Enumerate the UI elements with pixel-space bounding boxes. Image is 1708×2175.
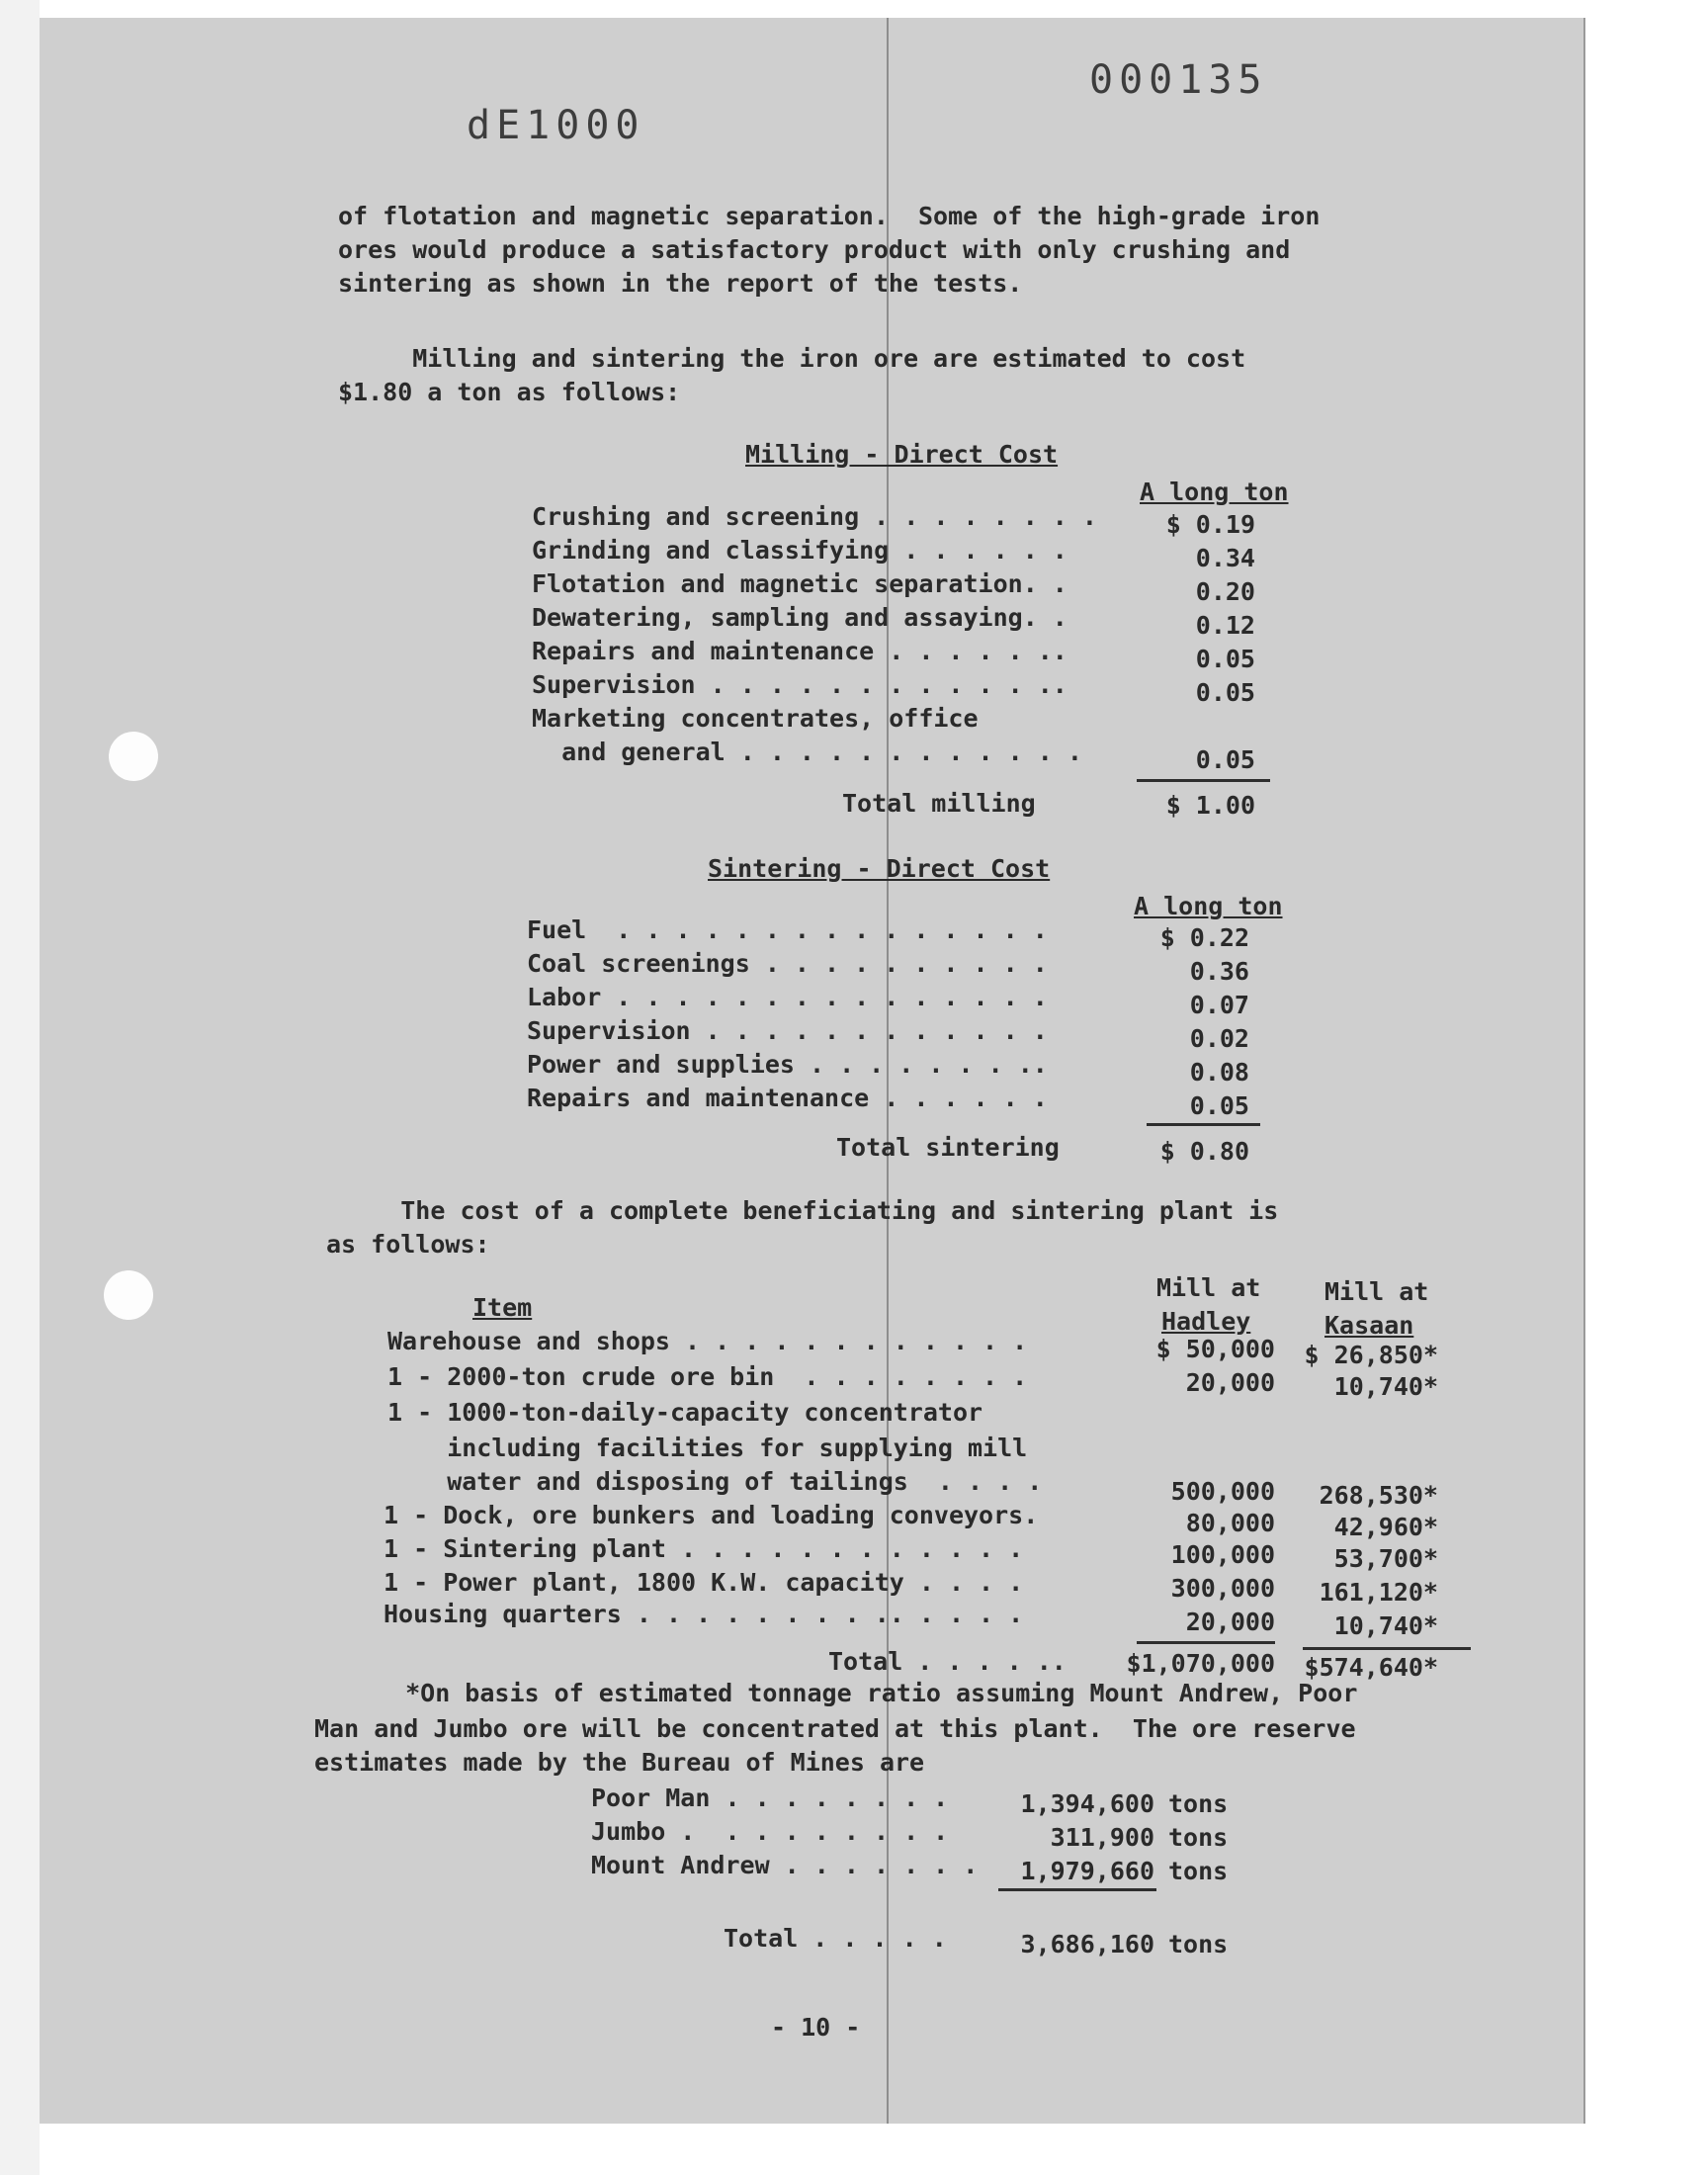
milling-row-label: Supervision . . . . . . . . . . . .. — [532, 670, 1068, 699]
plant-row-label: Warehouse and shops . . . . . . . . . . . . — [387, 1327, 1028, 1355]
reserve-row-unit: tons — [1168, 1857, 1229, 1885]
plant-row-kasaan: 10,740* — [1333, 1372, 1438, 1401]
sintering-total-value: $ 0.80 — [1159, 1137, 1249, 1166]
reserve-row-label: Mount Andrew . . . . . . . — [591, 1851, 979, 1879]
plant-total-label: Total . . . . .. — [828, 1647, 1067, 1676]
milling-row-value: 0.12 — [1195, 611, 1255, 640]
sintering-unit-header: A long ton — [1134, 892, 1283, 920]
plant-row-hadley: 100,000 — [1170, 1540, 1275, 1569]
plant-row-kasaan: $ 26,850* — [1304, 1341, 1438, 1369]
milling-row-value: $ 0.19 — [1165, 510, 1255, 539]
plant-hadley-total-rule — [1137, 1641, 1275, 1644]
milling-row-value: 0.20 — [1195, 577, 1255, 606]
plant-col1-header-line2: Hadley — [1161, 1307, 1251, 1336]
plant-row-kasaan: 268,530* — [1319, 1481, 1438, 1510]
sintering-row-value: 0.07 — [1189, 991, 1249, 1019]
intro-line-1: of flotation and magnetic separation. Some of the high-grade iron — [338, 202, 1321, 230]
plant-row-label: 1 - 2000-ton crude ore bin . . . . . . . . — [387, 1362, 1028, 1391]
plant-item-header: Item — [472, 1293, 533, 1322]
milling-row-value: 0.05 — [1195, 645, 1255, 673]
plant-row-hadley: 20,000 — [1185, 1368, 1275, 1397]
plant-row-label: Housing quarters . . . . . . . . .. . . . . — [384, 1600, 1024, 1628]
milling-total-value: $ 1.00 — [1165, 791, 1255, 820]
plant-kasaan-total-rule — [1303, 1647, 1471, 1650]
reserve-row-value: 311,900 — [1050, 1823, 1154, 1852]
plant-row-label: 1 - Power plant, 1800 K.W. capacity . . . . — [384, 1568, 1024, 1597]
milling-row-label: Crushing and screening . . . . . . . . — [532, 502, 1097, 531]
stamp-left: dE1000 — [467, 103, 645, 148]
plant-row-label: 1 - 1000-ton-daily-capacity concentrator — [387, 1398, 983, 1427]
sintering-row-label: Repairs and maintenance . . . . . . — [527, 1084, 1048, 1112]
reserves-total-rule — [998, 1888, 1156, 1891]
footnote-line-1: *On basis of estimated tonnage ratio assuming Mount Andrew, Poor — [376, 1679, 1358, 1707]
milling-unit-header: A long ton — [1140, 478, 1289, 506]
footnote-line-2: Man and Jumbo ore will be concentrated at this plant. The ore reserve — [314, 1714, 1356, 1743]
plant-row-hadley: $ 50,000 — [1155, 1335, 1275, 1363]
plant-row-hadley: 20,000 — [1185, 1608, 1275, 1636]
reserve-row-value: 1,979,660 — [1020, 1857, 1154, 1885]
milling-row-label: Marketing concentrates, office — [532, 704, 979, 733]
milling-row-label: Grinding and classifying . . . . . . — [532, 536, 1068, 565]
plant-row-kasaan: 53,700* — [1333, 1544, 1438, 1573]
sintering-title: Sintering - Direct Cost — [708, 854, 1051, 883]
sintering-row-value: 0.05 — [1189, 1091, 1249, 1120]
reserves-total-unit: tons — [1168, 1930, 1229, 1958]
plant-row-kasaan: 161,120* — [1319, 1578, 1438, 1607]
milling-row-label: and general . . . . . . . . . . . . — [532, 738, 1082, 766]
intro-line-2: ores would produce a satisfactory product with only crushing and — [338, 235, 1291, 264]
plant-row-label: 1 - Dock, ore bunkers and loading conveyors. — [384, 1501, 1039, 1529]
sheet-edge — [1583, 18, 1585, 2124]
milling-total-label: Total milling — [842, 789, 1036, 818]
para3-line-2: as follows: — [326, 1230, 490, 1259]
milling-row-value: 0.34 — [1195, 544, 1255, 572]
sintering-total-rule — [1147, 1123, 1260, 1126]
reserves-total-label: Total . . . . . — [724, 1924, 947, 1953]
plant-col1-header-line1: Mill at — [1156, 1273, 1261, 1302]
plant-col2-header-line1: Mill at — [1324, 1277, 1429, 1306]
footnote-line-3: estimates made by the Bureau of Mines are — [314, 1748, 925, 1777]
plant-col2-header-line2: Kasaan — [1324, 1311, 1414, 1340]
reserve-row-value: 1,394,600 — [1020, 1789, 1154, 1818]
sintering-row-value: 0.08 — [1189, 1058, 1249, 1087]
reserve-row-label: Poor Man . . . . . . . . — [591, 1784, 949, 1812]
reserve-row-unit: tons — [1168, 1823, 1229, 1852]
milling-row-label: Dewatering, sampling and assaying. . — [532, 603, 1068, 632]
punch-hole-top — [109, 732, 158, 781]
plant-row-label: 1 - Sintering plant . . . . . . . . . . . . — [384, 1534, 1024, 1563]
plant-row-kasaan: 42,960* — [1333, 1513, 1438, 1541]
sintering-total-label: Total sintering — [836, 1133, 1060, 1162]
sintering-row-value: $ 0.22 — [1159, 923, 1249, 952]
sintering-row-label: Power and supplies . . . . . . . .. — [527, 1050, 1048, 1079]
sintering-row-label: Fuel . . . . . . . . . . . . . . . — [527, 915, 1048, 944]
scanner-margin — [0, 0, 40, 2175]
reserve-row-label: Jumbo . . . . . . . . . — [591, 1817, 949, 1846]
para3-line-1: The cost of a complete beneficiating and sintering plant is — [326, 1196, 1279, 1225]
milling-title: Milling - Direct Cost — [745, 440, 1059, 469]
milling-row-value: 0.05 — [1195, 678, 1255, 707]
reserves-total-value: 3,686,160 — [1020, 1930, 1154, 1958]
plant-total-hadley: $1,070,000 — [1126, 1649, 1275, 1678]
plant-total-kasaan: $574,640* — [1304, 1653, 1438, 1682]
intro-line-3: sintering as shown in the report of the tests. — [338, 269, 1023, 298]
plant-row-label: including facilities for supplying mill — [387, 1434, 1028, 1462]
reserve-row-unit: tons — [1168, 1789, 1229, 1818]
page-number: - 10 - — [771, 2013, 861, 2042]
plant-row-hadley: 500,000 — [1170, 1477, 1275, 1506]
sintering-row-value: 0.02 — [1189, 1024, 1249, 1053]
milling-total-rule — [1137, 779, 1270, 782]
sintering-row-value: 0.36 — [1189, 957, 1249, 986]
para2-line-1: Milling and sintering the iron ore are estimated to cost — [338, 344, 1246, 373]
para2-line-2: $1.80 a ton as follows: — [338, 378, 681, 406]
milling-row-label: Repairs and maintenance . . . . . .. — [532, 637, 1068, 665]
plant-row-label: water and disposing of tailings . . . . — [387, 1467, 1043, 1496]
sintering-row-label: Supervision . . . . . . . . . . . . — [527, 1016, 1048, 1045]
plant-row-hadley: 80,000 — [1185, 1509, 1275, 1537]
punch-hole-bottom — [104, 1270, 153, 1320]
sintering-row-label: Coal screenings . . . . . . . . . . — [527, 949, 1048, 978]
sintering-row-label: Labor . . . . . . . . . . . . . . . — [527, 983, 1048, 1011]
milling-row-value: 0.05 — [1195, 745, 1255, 774]
stamp-right: 000135 — [1089, 57, 1268, 103]
plant-row-hadley: 300,000 — [1170, 1574, 1275, 1603]
plant-row-kasaan: 10,740* — [1333, 1611, 1438, 1640]
milling-row-label: Flotation and magnetic separation. . — [532, 569, 1068, 598]
